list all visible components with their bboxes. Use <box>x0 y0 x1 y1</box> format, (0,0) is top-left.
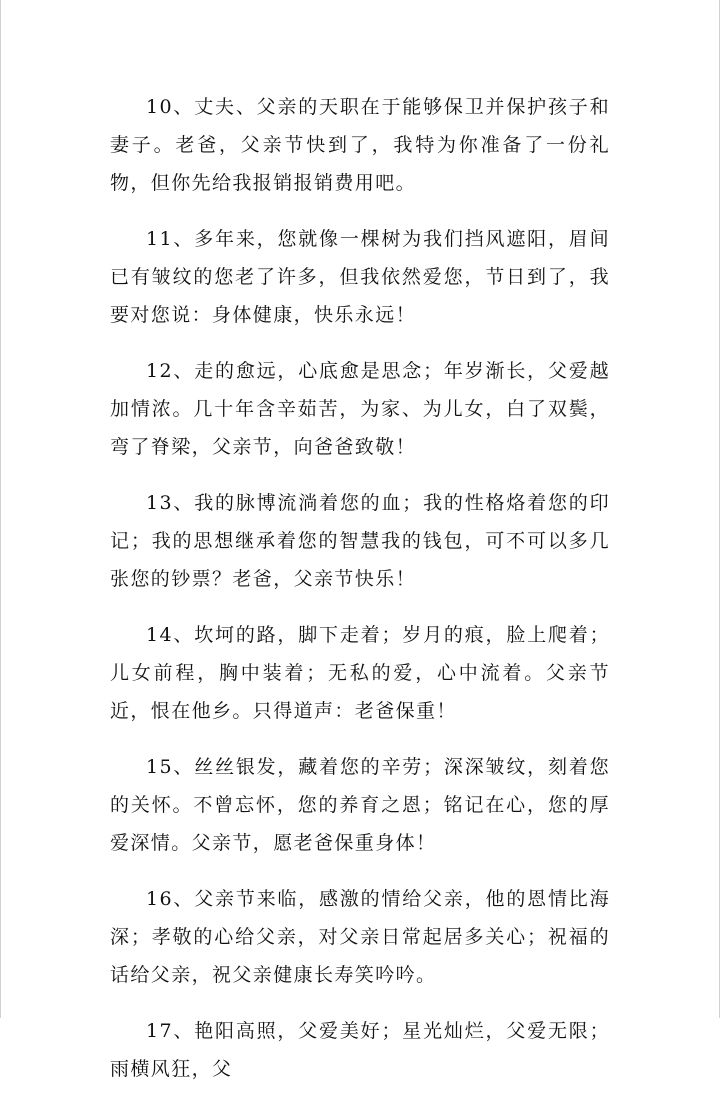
paragraph-10: 10、丈夫、父亲的天职在于能够保卫并保护孩子和妻子。老爸，父亲节快到了，我特为你准备了一份礼物，但你先给我报销报销费用吧。 <box>110 96 610 194</box>
paragraph-13: 13、我的脉博流淌着您的血；我的性格烙着您的印记；我的思想继承着您的智慧我的钱包，可不可以多几张您的钞票？老爸，父亲节快乐！ <box>110 492 610 590</box>
paragraph-17: 17、艳阳高照，父爱美好；星光灿烂，父爱无限；雨横风狂，父 <box>110 1020 610 1080</box>
paragraph-14: 14、坎坷的路，脚下走着；岁月的痕，脸上爬着；儿女前程，胸中装着；无私的爱，心中流着。父亲节近，恨在他乡。只得道声：老爸保重！ <box>110 624 610 722</box>
paragraph-15: 15、丝丝银发，藏着您的辛劳；深深皱纹，刻着您的关怀。不曾忘怀，您的养育之恩；铭记在心，您的厚爱深情。父亲节，愿老爸保重身体！ <box>110 756 610 854</box>
paragraph-16: 16、父亲节来临，感激的情给父亲，他的恩情比海深；孝敬的心给父亲，对父亲日常起居多关心；祝福的话给父亲，祝父亲健康长寿笑吟吟。 <box>110 888 610 986</box>
page-left-edge <box>0 0 1 1018</box>
document-body <box>110 88 610 1106</box>
paragraph-12: 12、走的愈远，心底愈是思念；年岁渐长，父爱越加情浓。几十年含辛茹苦，为家、为儿女，白了双鬓，弯了脊梁，父亲节，向爸爸致敬！ <box>110 360 610 458</box>
paragraph-11: 11、多年来，您就像一棵树为我们挡风遮阳，眉间已有皱纹的您老了许多，但我依然爱您，节日到了，我要对您说：身体健康，快乐永远！ <box>110 228 610 326</box>
